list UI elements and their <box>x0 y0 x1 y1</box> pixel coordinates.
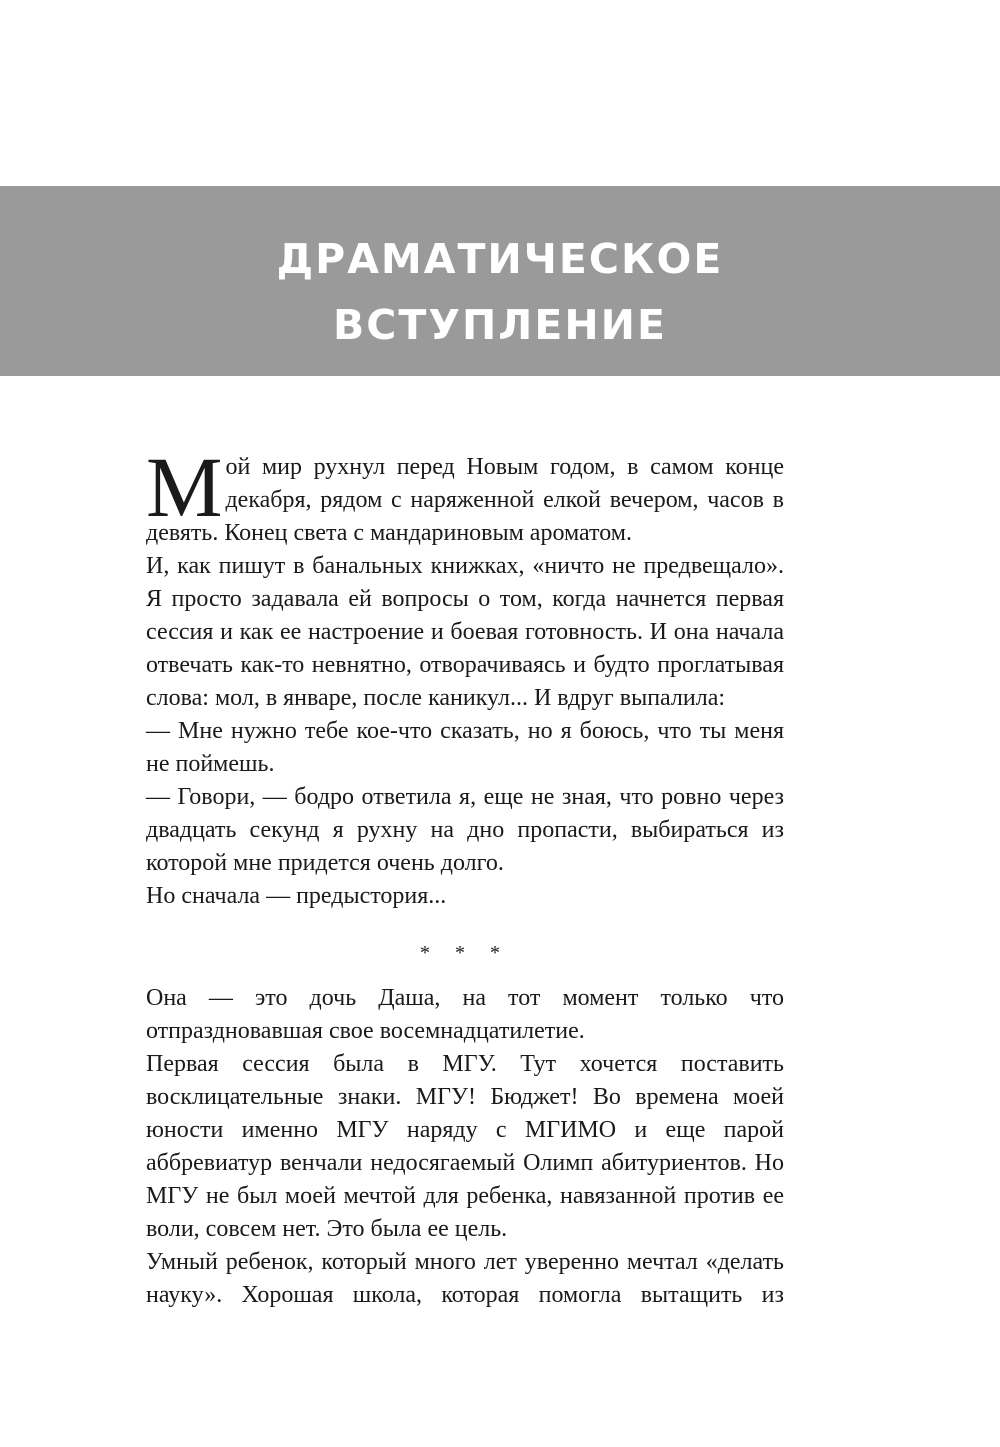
paragraph-7: Первая сессия была в МГУ. Тут хочется поставить восклицательные знаки. МГУ! Бюджет! Во времена моей юности именно МГУ наряду с МГИМО и еще парой аббревиатур венчали недосягаемый Олимп абитуриентов. Но МГУ не был моей мечтой для ребенка, навязанной против ее воли, совсем нет. Это была ее цель. <box>146 1051 784 1242</box>
chapter-title <box>0 226 1000 358</box>
paragraph-6: Она — это дочь Даша, на тот момент только что отпраздновавшая свое восемнадцатилетие. <box>146 985 784 1044</box>
paragraph-4: — Говори, — бодро ответила я, еще не зная, что ровно через двадцать секунд я рухну на дно пропасти, выбираться из которой мне придется очень долго. <box>146 784 784 876</box>
paragraph-8: Умный ребенок, который много лет уверенно мечтал «делать науку». Хорошая школа, которая помогла вытащить из <box>146 1249 784 1308</box>
body-text <box>146 439 784 1312</box>
paragraph-2: И, как пишут в банальных книжках, «ничто не предвещало». Я просто задавала ей вопросы о том, когда начнется первая сессия и как ее настроение и боевая готовность. И она начала отвечать как-то невнятно, отворачиваясь и будто проглатывая слова: мол, в январе, после каникул... И вдруг выпалила: <box>146 553 784 711</box>
chapter-title-line-2: ВСТУПЛЕНИЕ <box>333 301 667 349</box>
paragraph-3: — Мне нужно тебе кое-что сказать, но я боюсь, что ты меня не поймешь. <box>146 718 784 777</box>
paragraph-5: Но сначала — предыстория... <box>146 883 447 909</box>
chapter-title-line-1: ДРАМАТИЧЕСКОЕ <box>276 235 724 283</box>
section-separator: * * * <box>420 942 510 964</box>
paragraph-1: Мой мир рухнул перед Новым годом, в самом конце декабря, рядом с наряженной елкой вечером, часов в девять. Конец света с мандариновым ароматом. <box>146 439 784 546</box>
